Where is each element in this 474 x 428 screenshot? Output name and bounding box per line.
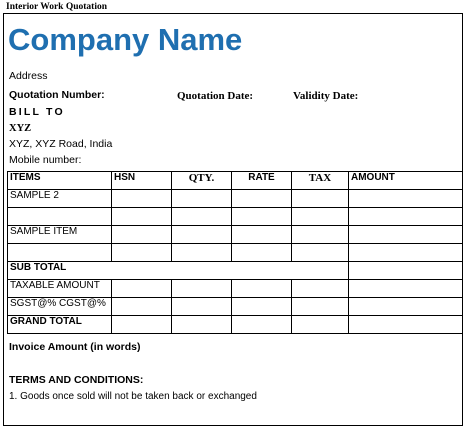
amount-in-words-label: Invoice Amount (in words) [9,341,141,353]
header-items: ITEMS [8,172,112,190]
client-name: XYZ [9,123,32,134]
table-row [8,244,463,262]
tax-cell [292,190,349,208]
table-header-row [8,172,463,190]
hsn-cell [112,298,172,316]
grand-total-label: GRAND TOTAL [8,316,112,334]
taxable-amount-label: TAXABLE AMOUNT [8,280,112,298]
rate-cell [232,244,292,262]
hsn-cell [112,190,172,208]
hsn-cell [112,226,172,244]
tax-rates-label: SGST@% CGST@% [8,298,112,316]
qty-cell [172,190,232,208]
item-cell: SAMPLE 2 [8,190,112,208]
header-hsn: HSN [112,172,172,190]
hsn-cell [112,208,172,226]
bill-to-label: BILL TO [9,106,65,118]
sub-total-label: SUB TOTAL [8,262,349,280]
grand-total-row [8,316,463,334]
validity-date-label: Validity Date: [293,90,359,102]
table-row [8,208,463,226]
terms-item: 1. Goods once sold will not be taken back or exchanged [9,391,257,402]
rate-cell [232,280,292,298]
amount-cell [349,280,463,298]
amount-cell [349,208,463,226]
document-title: Interior Work Quotation [6,2,107,12]
qty-cell [172,244,232,262]
amount-cell [349,298,463,316]
quotation-date-label: Quotation Date: [177,90,254,102]
hsn-cell [112,280,172,298]
tax-cell [292,244,349,262]
qty-cell [172,208,232,226]
tax-cell [292,208,349,226]
table-row [8,226,463,244]
tax-cell [292,316,349,334]
header-tax: TAX [292,172,349,190]
company-name: Company Name [8,22,243,57]
sub-total-row [8,262,463,280]
rate-cell [232,316,292,334]
rate-cell [232,190,292,208]
hsn-cell [112,316,172,334]
table-row [8,190,463,208]
mobile-number-label: Mobile number: [9,154,82,166]
tax-rates-row [8,298,463,316]
item-cell [8,244,112,262]
amount-cell [349,316,463,334]
tax-cell [292,226,349,244]
client-address: XYZ, XYZ Road, India [9,138,113,150]
taxable-amount-row [8,280,463,298]
amount-cell [349,244,463,262]
tax-cell [292,280,349,298]
amount-cell [349,226,463,244]
items-table [7,171,463,334]
header-qty: QTY. [172,172,232,190]
qty-cell [172,316,232,334]
amount-cell [349,190,463,208]
rate-cell [232,226,292,244]
sub-total-amount [349,262,463,280]
item-cell [8,208,112,226]
rate-cell [232,298,292,316]
terms-heading: TERMS AND CONDITIONS: [9,374,144,386]
quotation-number-label: Quotation Number: [9,89,105,101]
qty-cell [172,226,232,244]
header-rate: RATE [232,172,292,190]
rate-cell [232,208,292,226]
hsn-cell [112,244,172,262]
tax-cell [292,298,349,316]
address-label: Address [9,70,48,82]
item-cell: SAMPLE ITEM [8,226,112,244]
qty-cell [172,298,232,316]
qty-cell [172,280,232,298]
header-amount: AMOUNT [349,172,463,190]
